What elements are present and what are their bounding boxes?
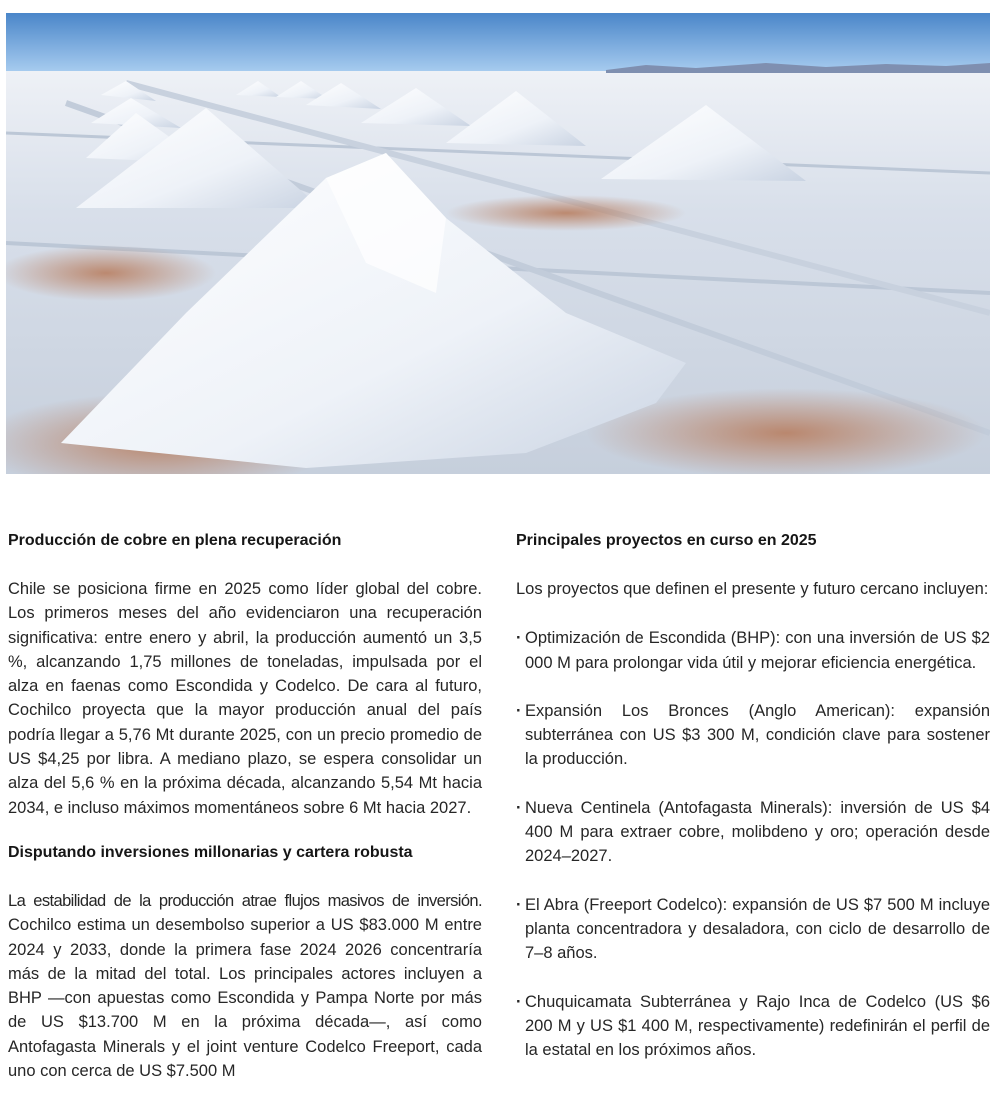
right-column [516,530,990,1086]
salt-flat-photo [6,13,990,474]
left-column [8,530,482,1083]
list-item: · Optimización de Escondida (BHP): con una inversión de US $2 000 M para prolongar vida útil y mejorar eficiencia energética. [516,626,990,675]
heading-copper-production: Producción de cobre en plena recuperación [8,532,342,549]
investments-rest: Cochilco estima un desembolso superior a US $83.000 M entre 2024 y 2033, donde la primera fase 2024 2026 concentraría más de la mitad del total. Los principales actores incluyen a BHP —con apuestas como Escondida y Pampa Norte por más de US $13.700 M en la próxima década—, así como Antofagasta Minerals y el joint venture Codelco Freeport, cada uno con cerca de US $7.500 M [8,916,482,1081]
list-item: · El Abra (Freeport Codelco): expansión de US $7 500 M incluye planta concentradora y desaladora, con ciclo de desarrollo de 7–8 años. [516,893,990,966]
projects-list [516,626,990,1062]
list-item: · Chuquicamata Subterránea y Rajo Inca de Codelco (US $6 200 M y US $1 400 M, respectivamente) redefinirán el perfil de la estatal en los próximos años. [516,990,990,1063]
list-item: · Expansión Los Bronces (Anglo American): expansión subterránea con US $3 300 M, condición clave para sostener la producción. [516,699,990,772]
heading-investments: Disputando inversiones millonarias y cartera robusta [8,843,413,861]
investments-first-line: La estabilidad de la producción atrae flujos masivos de inversión. [8,891,482,910]
paragraph-copper-production: Chile se posiciona firme en 2025 como líder global del cobre. Los primeros meses del año evidenciaron una recuperación significativa: entre enero y abril, la producción aumentó un 3,5 %, alcanzando 1,75 millones de toneladas, impulsada por el alza en faenas como Escondida y Codelco. De cara al futuro, Cochilco proyecta que la mayor producción anual del país podría llegar a 5,76 Mt durante 2025, con un precio promedio de US $4,25 por libra. A mediano plazo, se espera consolidar un alza del 5,6 % en la próxima década, alcanzando 5,54 Mt hacia 2034, e incluso máximos momentáneos sobre 6 Mt hacia 2027. [8,580,482,817]
paragraph-projects-intro: Los proyectos que definen el presente y futuro cercano incluyen: [516,580,989,598]
paragraph-investments [8,889,482,1083]
heading-main-projects: Principales proyectos en curso en 2025 [516,532,817,549]
list-item: · Nueva Centinela (Antofagasta Minerals): inversión de US $4 400 M para extraer cobre, molibdeno y oro; operación desde 2024–2027. [516,796,990,869]
